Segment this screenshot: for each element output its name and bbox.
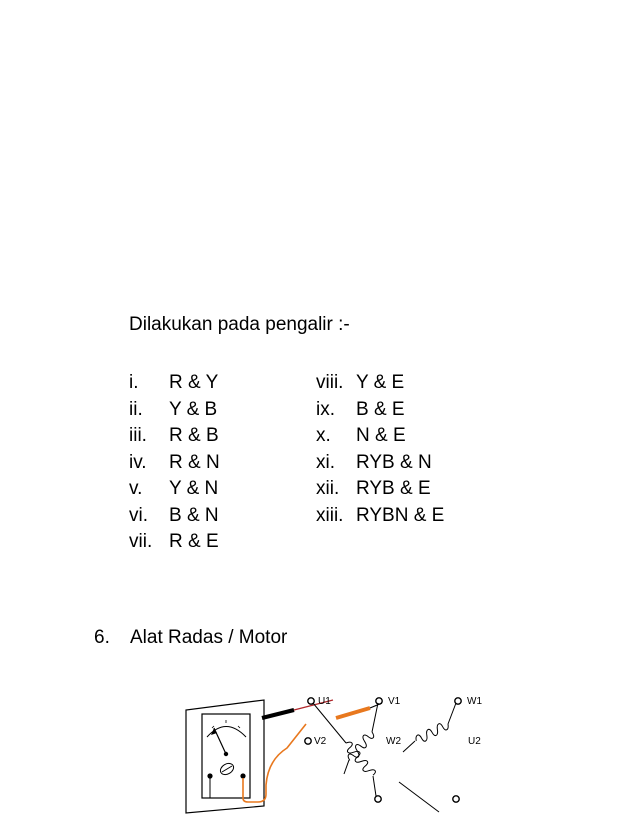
section-number: 6.: [94, 627, 110, 648]
list-text: RYB & E: [356, 478, 431, 499]
list-number: v.: [129, 478, 143, 499]
list-text: RYB & N: [356, 451, 432, 473]
multimeter-icon: [186, 700, 264, 813]
list-text: R & Y: [169, 372, 219, 393]
list-number: viii.: [316, 372, 344, 393]
list-text: R & B: [169, 425, 219, 446]
list-number: i.: [129, 372, 139, 393]
list-text: R & N: [169, 451, 220, 473]
list-number: vi.: [129, 504, 148, 526]
list-text: Y & N: [169, 478, 219, 499]
list-number: x.: [316, 425, 331, 446]
terminal-label-w2: W2: [386, 736, 401, 747]
list-number: xi.: [316, 451, 335, 473]
list-number: iv.: [129, 451, 147, 473]
list-text: Y & E: [356, 372, 405, 393]
terminal-label-u1: U1: [318, 696, 331, 707]
terminal-posts: [305, 698, 461, 802]
winding-coils: [313, 703, 456, 812]
list-number: ix.: [316, 398, 335, 420]
list-text: B & N: [169, 504, 219, 526]
list-text: B & E: [356, 398, 405, 420]
list-text: Y & B: [169, 398, 218, 420]
terminal-label-w1: W1: [467, 696, 482, 707]
list-number: ii.: [129, 398, 143, 420]
terminal-label-v2: V2: [314, 736, 327, 747]
list-text: R & E: [169, 531, 219, 552]
list-number: xii.: [316, 478, 340, 499]
list-number: iii.: [129, 425, 147, 446]
terminal-label-v1: V1: [388, 696, 401, 707]
list-text: N & E: [356, 425, 406, 446]
section-title: Alat Radas / Motor: [130, 627, 288, 648]
intro-text: Dilakukan pada pengalir :-: [129, 314, 350, 335]
list-number: vii.: [129, 531, 153, 552]
list-text: RYBN & E: [356, 504, 445, 526]
terminal-label-u2: U2: [468, 736, 481, 747]
list-number: xiii.: [316, 504, 344, 526]
